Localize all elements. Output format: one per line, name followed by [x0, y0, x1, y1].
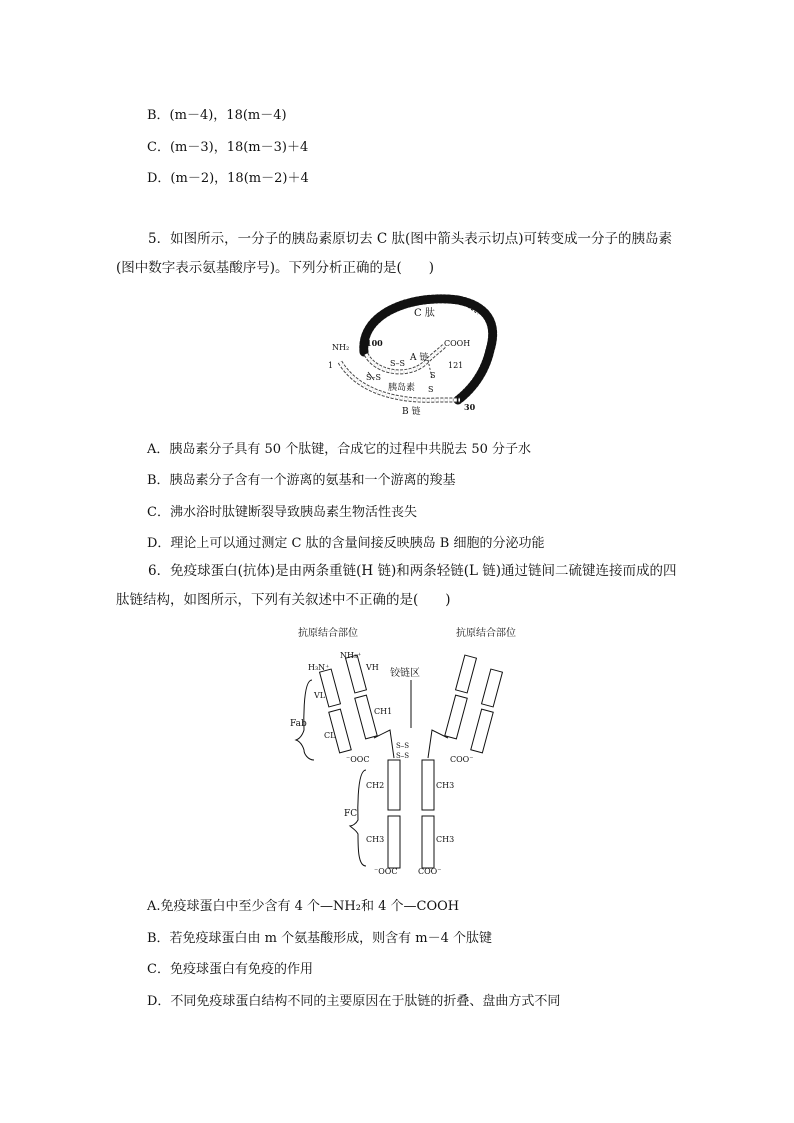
sulfur-bottom-label: S: [428, 385, 434, 394]
q4-option-c: C．(m－3)，18(m－3)＋4: [147, 140, 309, 155]
disulfide-2-label: S–S: [366, 373, 381, 382]
antibody-diagram: [290, 620, 540, 880]
ooc-left-label: ⁻OOC: [346, 755, 370, 764]
q5-option-c: C．沸水浴时肽键断裂导致胰岛素生物活性丧失: [147, 505, 417, 520]
residue-30-label: 30: [464, 402, 476, 412]
disulfide-1-label: S–S: [390, 359, 405, 368]
q6-option-c: C．免疫球蛋白有免疫的作用: [147, 962, 313, 977]
insulin-diagram: [318, 288, 518, 416]
q5-stem: 5．如图所示，一分子的胰岛素原切去 C 肽(图中箭头表示切点)可转变成一分子的胰岛素(图中数字表示氨基酸序号)。下列分析正确的是( ): [116, 231, 673, 276]
a-chain: [366, 346, 444, 372]
cooh-label: COOH: [444, 339, 471, 348]
coo-bottom-label: COO⁻: [418, 867, 442, 876]
ch3-right-top-label: CH3: [436, 781, 455, 790]
a-chain-label: A 链: [410, 353, 429, 363]
vh-label: VH: [366, 663, 379, 672]
sulfur-top-label: S: [430, 371, 436, 380]
q4-option-d: D．(m－2)，18(m－2)＋4: [147, 171, 309, 186]
coo-right-label: COO⁻: [450, 755, 474, 764]
q6-stem: 6．免疫球蛋白(抗体)是由两条重链(H 链)和两条轻链(L 链)通过链间二硫键连接而成的四肽链结构，如图所示，下列有关叙述中不正确的是( ): [116, 563, 677, 608]
insulin-label: 胰岛素: [388, 383, 416, 393]
c-peptide-label: C 肽: [414, 308, 435, 319]
q6-option-d: D．不同免疫球蛋白结构不同的主要原因在于肽链的折叠、盘曲方式不同: [147, 994, 561, 1009]
ch1-label: CH1: [374, 707, 393, 716]
ch3-right-bottom-label: CH3: [436, 835, 455, 844]
q4-option-b: B．(m－4)，18(m－4): [147, 108, 287, 123]
hinge-label: 铰链区: [390, 668, 420, 679]
q6-option-b: B．若免疫球蛋白由 m 个氨基酸形成，则含有 m－4 个肽键: [147, 931, 493, 946]
nh2-label: NH₂: [332, 343, 350, 352]
q6-option-a: A.免疫球蛋白中至少含有 4 个—NH₂和 4 个—COOH: [147, 899, 460, 914]
h3n-label: H₃N⁺: [308, 663, 330, 672]
fab-label: Fab: [290, 719, 307, 729]
antigen-site-right-label: 抗原结合部位: [456, 628, 516, 639]
ooc-bottom-label: ⁻OOC: [374, 867, 398, 876]
b-chain-label: B 链: [402, 407, 421, 416]
q5-option-d: D．理论上可以通过测定 C 肽的含量间接反映胰岛 B 细胞的分泌功能: [147, 536, 545, 551]
disulfide-lower-label: S–S: [396, 752, 410, 760]
ch3-label: CH3: [366, 835, 385, 844]
ch2-label: CH2: [366, 781, 385, 790]
cl-label: CL: [324, 731, 336, 740]
residue-100-label: 100: [366, 338, 383, 348]
fc-label: FC: [344, 809, 358, 819]
residue-121-label: 121: [448, 361, 464, 370]
residue-1-label: 1: [328, 361, 334, 370]
q5-option-b: B．胰岛素分子含有一个游离的氨基和一个游离的羧基: [147, 473, 456, 488]
disulfide-upper-label: S–S: [396, 742, 410, 750]
nh3-label: NH₃⁺: [340, 651, 362, 660]
antigen-site-left-label: 抗原结合部位: [298, 628, 358, 639]
q5-option-a: A．胰岛素分子具有 50 个肽键，合成它的过程中共脱去 50 分子水: [147, 442, 532, 457]
vl-label: VL: [314, 691, 326, 700]
